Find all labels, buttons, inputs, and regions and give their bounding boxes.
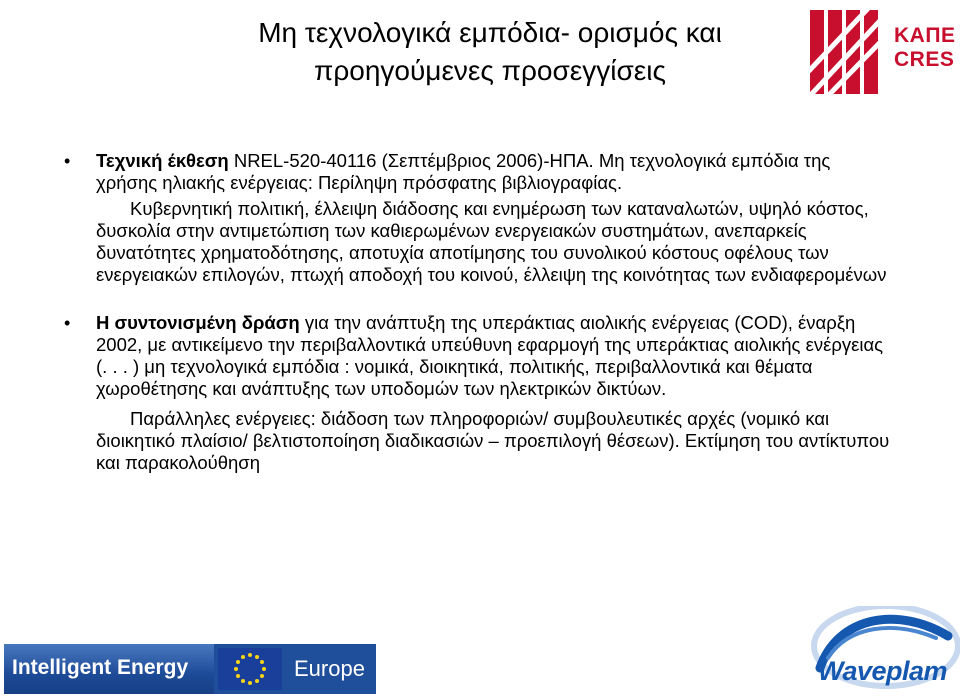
- kape-logo-line-1: ΚΑΠΕ: [894, 24, 956, 47]
- waveplam-logo: [798, 606, 960, 698]
- bullet-icon: •: [64, 313, 71, 333]
- bullet-icon: •: [64, 151, 71, 171]
- ieb-right-text: Europe: [294, 656, 365, 681]
- slide-content: [60, 150, 890, 474]
- bullet-item-2: [60, 312, 890, 474]
- intelligent-energy-europe-logo: [4, 644, 376, 694]
- bullet-1-heading: Τεχνική έκθεση: [96, 150, 229, 171]
- waveplam-logo-text: Waveplam: [818, 656, 948, 686]
- bullet-1-text: NREL-520-40116 (Σεπτέμβριος 2006)-ΗΠΑ. Μη τεχνολογικά εμπόδια της χρήσης ηλιακής ενέργειας: Περίληψη πρόσφατης βιβλιογραφίας.: [96, 150, 831, 193]
- ieb-left-text: Intelligent Energy: [12, 656, 189, 679]
- slide-title-line-2: προηγούμενες προσεγγίσεις: [314, 55, 666, 86]
- eu-flag-icon: [218, 648, 282, 690]
- bullet-2-detail: Παράλληλες ενέργειες: διάδοση των πληροφοριών/ συμβουλευτικές αρχές (νομικό και διοικητικό πλαίσιο/ βελτιστοποίηση διαδικασιών – προεπιλογή θέσεων). Εκτίμηση του αντίκτυπου και παρακολούθηση: [96, 408, 890, 473]
- slide-title: [150, 14, 830, 90]
- kape-cres-logo: [806, 4, 956, 100]
- kape-mark-icon: [806, 4, 890, 100]
- bullet-2-text: για την ανάπτυξη της υπεράκτιας αιολικής ενέργειας (COD), έναρξη 2002, με αντικείμενο την περιβαλλοντικά υπεύθυνη εφαρμογή της υπεράκτιας αιολικής ενέργειας (. . . ) μη τεχνολογικά εμπόδια : νομικά, διοικητικά, πολιτικής, περιβαλλοντικά και θέματα χωροθέτησης και ανάπτυξης των υποδομών των ηλεκτρικών δικτύων.: [96, 312, 884, 399]
- bullet-2-heading: Η συντονισμένη δράση: [96, 312, 300, 333]
- bullet-1-detail: Κυβερνητική πολιτική, έλλειψη διάδοσης και ενημέρωση των καταναλωτών, υψηλό κόστος, δυσκολία στην αντιμετώπιση των καθιερωμένων ενεργειακών συστημάτων, ανεπαρκείς δυνατότητες χρηματοδότησης, αποτυχία αποτίμησης του συνολικού κόστους οφέλους των ενεργειακών επιλογών, πτωχή αποδοχή του κοινού, έλλειψη της κοινότητας των ενδιαφερομένων: [96, 198, 887, 285]
- bullet-item-1: [60, 150, 890, 286]
- kape-logo-line-2: CRES: [894, 48, 955, 71]
- spacer: [60, 286, 890, 312]
- kape-logo-text: [894, 24, 956, 72]
- slide-title-line-1: Μη τεχνολογικά εμπόδια- ορισμός και: [258, 17, 722, 48]
